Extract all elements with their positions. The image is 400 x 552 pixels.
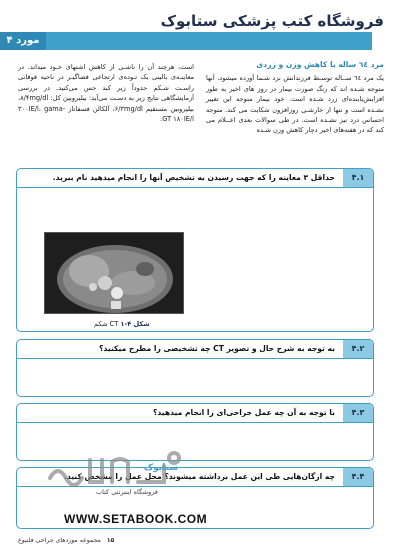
case-banner: [0, 32, 372, 50]
case-banner-gap: [372, 32, 400, 50]
question-text: به توجه به شرح حال و تصویر CT چه تشخیصی را مطرح میکنید؟: [99, 344, 335, 353]
watermark-website[interactable]: WWW.SETABOOK.COM: [64, 512, 208, 526]
case-description-left: [18, 62, 194, 124]
question-box-2: [16, 339, 374, 397]
footer-book-title: مجموعه موردهای جراحی فلنیوع: [18, 537, 101, 544]
setabook-logo-text: ستابوک: [144, 463, 179, 473]
figure-caption-label: شکل ۴-۱: [120, 320, 150, 328]
ct-scan-image: [44, 232, 184, 314]
page-title: فروشگاه کتب پزشکی ستابوک: [160, 12, 384, 30]
case-paragraph-right: یک مرد ٦٤ ســاله توسـط فرزندانش نزد شـما آورده میشود. آنها متوجه شـده اند که رنگ صورت بیمار در روز های اخیر به طور افزایش‌یابنده‌ای زرد شـده است. خود بیمار متوجه این تغییر نشـده است و تنها از خارشـی روزافزون شکایت می کند. متوجه احساس درد نیز نشـده است. در طی سوالات بعدی اعــلام می کند که در هفته‌های اخیر دچار کاهش وزن شـده: [206, 74, 384, 135]
figure-caption-text: CT شکم: [94, 320, 119, 328]
question-header: [17, 340, 373, 358]
page-number: ۱۵: [106, 537, 115, 544]
question-text: حداقل ۳ معاینه را که جهت رسیدن به تشخیص آنها را انجام میدهید نام ببرید.: [52, 173, 335, 182]
question-number: ۴.۴: [343, 468, 373, 486]
ct-scan-graphic: [45, 233, 184, 314]
question-number: ۴.۱: [343, 169, 373, 187]
question-text: با توجه به آن چه عمل جراحی‌ای را انجام میدهید؟: [152, 408, 335, 417]
figure-caption: [94, 320, 150, 328]
question-number: ۴.۳: [343, 404, 373, 422]
case-description-right: [206, 60, 384, 136]
question-divider: [17, 187, 373, 188]
question-header: [17, 404, 373, 422]
page-footer: [18, 537, 114, 544]
question-number: ۴.۲: [343, 340, 373, 358]
question-header: [17, 169, 373, 187]
question-text: چه ارگان‌هایی طی این عمل برداشته میشوند؟ محل عمل را مشخص کنید.: [63, 472, 335, 481]
case-label: مورد ۴: [0, 32, 46, 50]
question-divider: [17, 422, 373, 423]
question-divider: [17, 358, 373, 359]
case-paragraph-left: است، هرچند آن را ناشـی از کاهش اشتهای خـود میداند. در معاینـه‌ی بالینی یک تـوده‌ی ارتجاعی فصاگیـر در ناحیه فوقانی راسـت شـکم حدوداً زیر کبد حس می‌کنید. در بررسی آزمایشگاهی نتایج زیر به دسـت می‌آید: بیلیروبین کل: ۸/۴mg/dl، بیلیروبین مستقیم ۶/۳mg/dl، آلکالن فسفاتاز ۳۰۰IE/l، gama-GT ۱۸۰IE/l.: [18, 63, 194, 124]
case-heading: مرد ٦٤ ساله با کاهش وزن و زردی: [256, 60, 384, 69]
watermark-subtitle: فروشگاه اینترنتی کتاب: [96, 488, 158, 496]
